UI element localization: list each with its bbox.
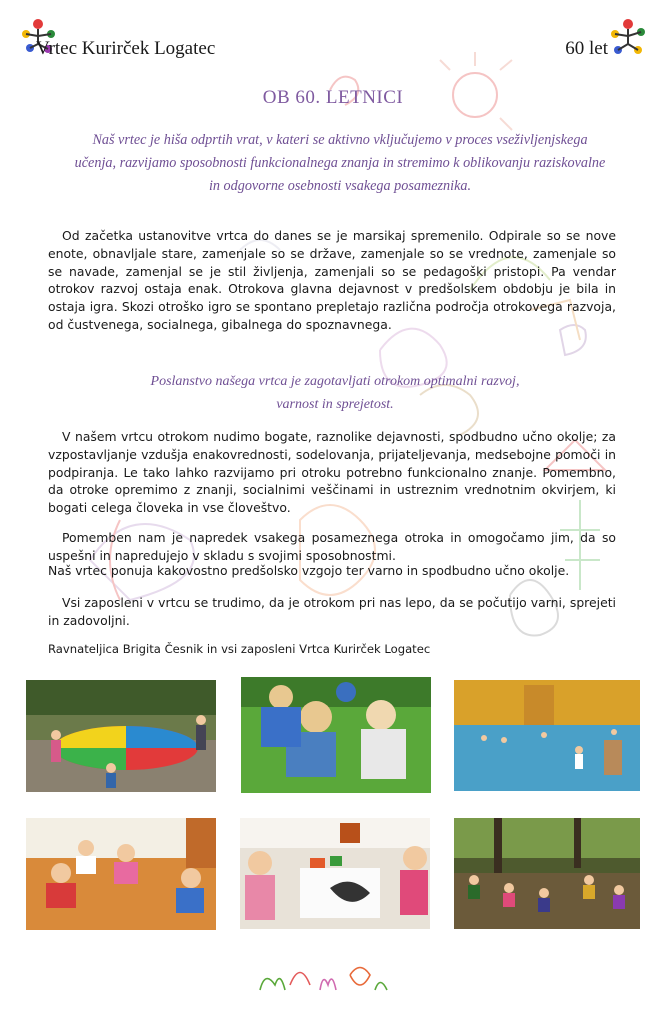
- photo-floor-play: [26, 818, 216, 930]
- photo-painting: [240, 818, 430, 929]
- mission-statement: [120, 370, 550, 416]
- paragraph-history: Od začetka ustanovitve vrtca do danes se je marsikaj spremenilo. Odpirale so se nove enote, obnavljale stare, zamenjale so se države, zamenjale so se vrednote, zamenjale so se navade, zamenjal se je stil življenja, zamenjali so se pedagoški pristopi. Pa vendar otrokov razvoj ostaja enak. Otrokova glavna dejavnost v predšolskem obdobju je bila in ostaja igra. Skozi otroško igro se spontano prepletajo različna področja otrokovega razvoja, od čustvenega, socialnega, gibalnega do spoznavnega.: [48, 228, 616, 332]
- photo-gym-hall: [454, 680, 640, 791]
- paragraph-staff: Vsi zaposleni v vrtcu se trudimo, da je otrokom pri nas lepo, da se počutijo varni, sprejeti in zadovoljni.: [48, 595, 616, 628]
- photo-parachute-game: [26, 680, 216, 792]
- signature: Ravnateljica Brigita Česnik in vsi zaposleni Vrtca Kurirček Logatec: [48, 642, 431, 656]
- anniversary-label: 60 let: [565, 38, 608, 59]
- intro-statement: Naš vrtec je hiša odprtih vrat, v kateri se aktivno vključujemo v proces vseživljenjskega učenja, razvijamo sposobnosti funkcionalnega znanja in stremimo k oblikovanju raziskovalne in odgovorne osebnosti vsakega posameznika.: [74, 132, 606, 194]
- photo-children-grass: [241, 677, 431, 793]
- paragraph-offer: Naš vrtec ponuja kakovostno predšolsko vzgojo ter varno in spodbudno učno okolje.: [48, 563, 570, 578]
- photo-forest: [454, 818, 640, 929]
- mission-line-1: Poslanstvo našega vrtca je zagotavljati otrokom optimalni razvoj,: [150, 374, 520, 389]
- kindergarten-logo-right: [606, 14, 650, 62]
- mission-line-2: varnost in sprejetost.: [276, 397, 394, 412]
- paragraph-progress: Pomemben nam je napredek vsakega posameznega otroka in omogočamo jim, da so uspešni in napredujejo v skladu s svojimi sposobnostmi.: [48, 530, 616, 563]
- footer-drawing: [250, 955, 400, 995]
- header-title: Vrtec Kurirček Logatec: [36, 38, 216, 59]
- page-title: OB 60. LETNICI: [262, 87, 404, 108]
- paragraph-activities: V našem vrtcu otrokom nudimo bogate, raznolike dejavnosti, spodbudno učno okolje; za vzpostavljanje vzdušja enakovrednosti, sodelovanja, prijateljevanja, medsebojne pomoči in podpiranja. Le tako lahko razvijamo pri otroku potrebno funkcionalno znanje. Pomembno, da otroke opremimo z znanji, socialnimi veščinami in ustreznim vrednotnim okvirjem, ki bogati celega človeka in vse človeštvo.: [48, 429, 616, 516]
